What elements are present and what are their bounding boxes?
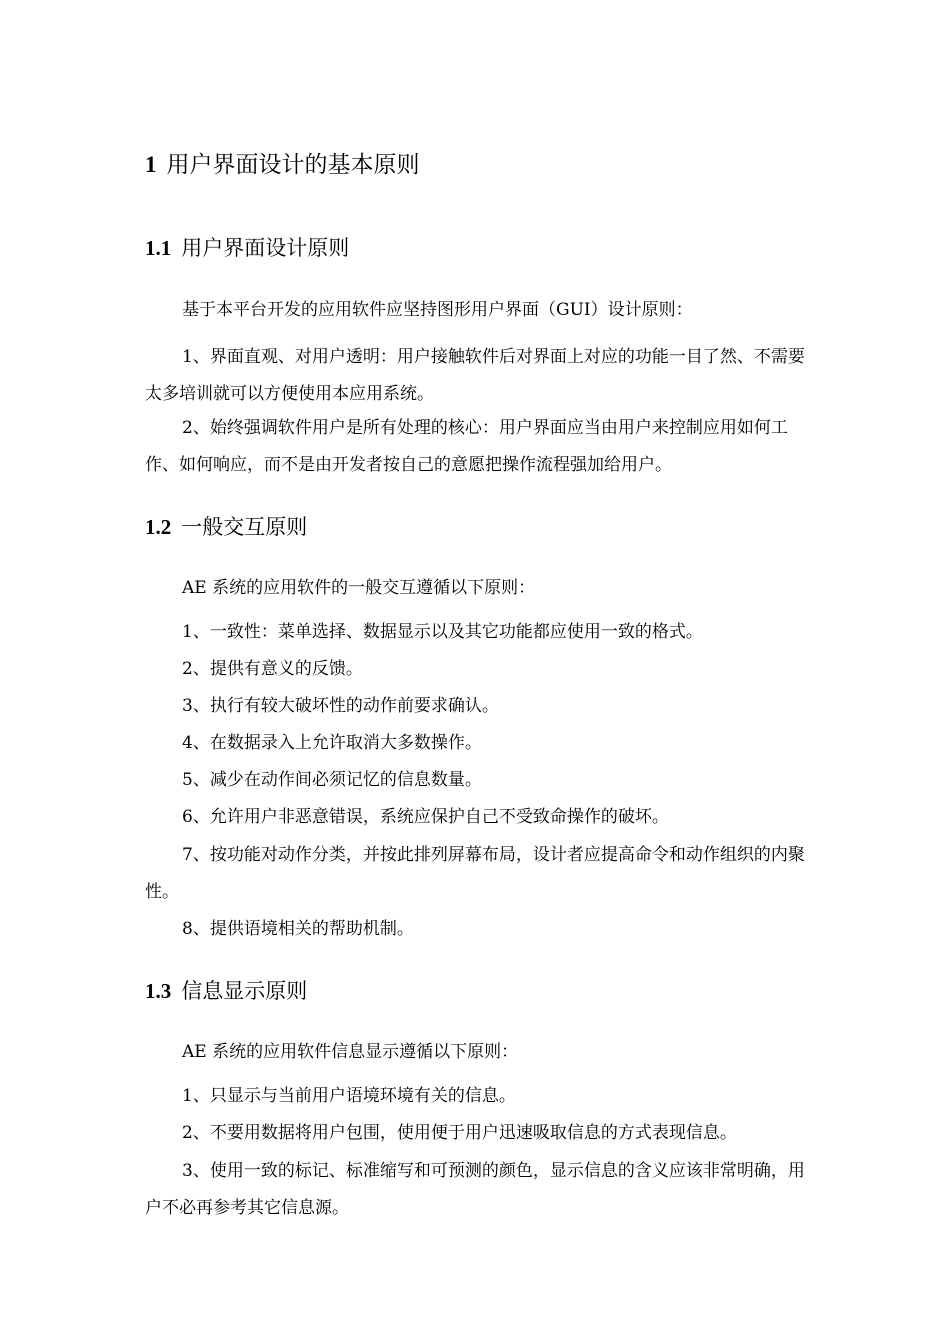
list-item: 4、在数据录入上允许取消大多数操作。 (182, 733, 482, 753)
chapter-number: 1 (145, 152, 157, 177)
section-title: 用户界面设计原则 (181, 236, 350, 260)
section-intro: 基于本平台开发的应用软件应坚持图形用户界面（GUI）设计原则： (182, 300, 693, 320)
list-item: 7、按功能对动作分类，并按此排列屏幕布局，设计者应提高命令和动作组织的内聚性。 (145, 845, 805, 902)
section-intro: AE 系统的应用软件信息显示遵循以下原则： (182, 1042, 519, 1062)
list-item: 1、只显示与当前用户语境环境有关的信息。 (182, 1086, 516, 1106)
list-item: 6、允许用户非恶意错误，系统应保护自己不受致命操作的破坏。 (182, 807, 669, 827)
section-intro: AE 系统的应用软件的一般交互遵循以下原则： (182, 578, 536, 598)
section-heading-1-1 (145, 233, 349, 263)
list-item: 5、减少在动作间必须记忆的信息数量。 (182, 770, 482, 790)
chapter-title: 用户界面设计的基本原则 (166, 152, 420, 178)
section-number: 1.1 (145, 236, 172, 260)
list-item: 1、界面直观、对用户透明：用户接触软件后对界面上对应的功能一目了然、不需要太多培训就可以方便使用本应用系统。 (145, 347, 805, 404)
section-title: 一般交互原则 (181, 515, 308, 539)
section-title: 信息显示原则 (181, 979, 308, 1003)
list-item: 3、执行有较大破坏性的动作前要求确认。 (182, 696, 499, 716)
list-item: 8、提供语境相关的帮助机制。 (182, 919, 414, 939)
list-item: 1、一致性：菜单选择、数据显示以及其它功能都应使用一致的格式。 (182, 622, 703, 642)
list-item: 2、始终强调软件用户是所有处理的核心：用户界面应当由用户来控制应用如何工作、如何响应，而不是由开发者按自己的意愿把操作流程强加给用户。 (145, 418, 788, 475)
list-item: 2、不要用数据将用户包围，使用便于用户迅速吸取信息的方式表现信息。 (182, 1123, 737, 1143)
section-number: 1.2 (145, 515, 172, 539)
chapter-heading (145, 148, 420, 182)
list-item: 3、使用一致的标记、标准缩写和可预测的颜色，显示信息的含义应该非常明确，用户不必再参考其它信息源。 (145, 1161, 805, 1218)
section-heading-1-2 (145, 512, 307, 542)
section-number: 1.3 (145, 979, 172, 1003)
section-heading-1-3 (145, 976, 307, 1006)
list-item: 2、提供有意义的反馈。 (182, 659, 363, 679)
